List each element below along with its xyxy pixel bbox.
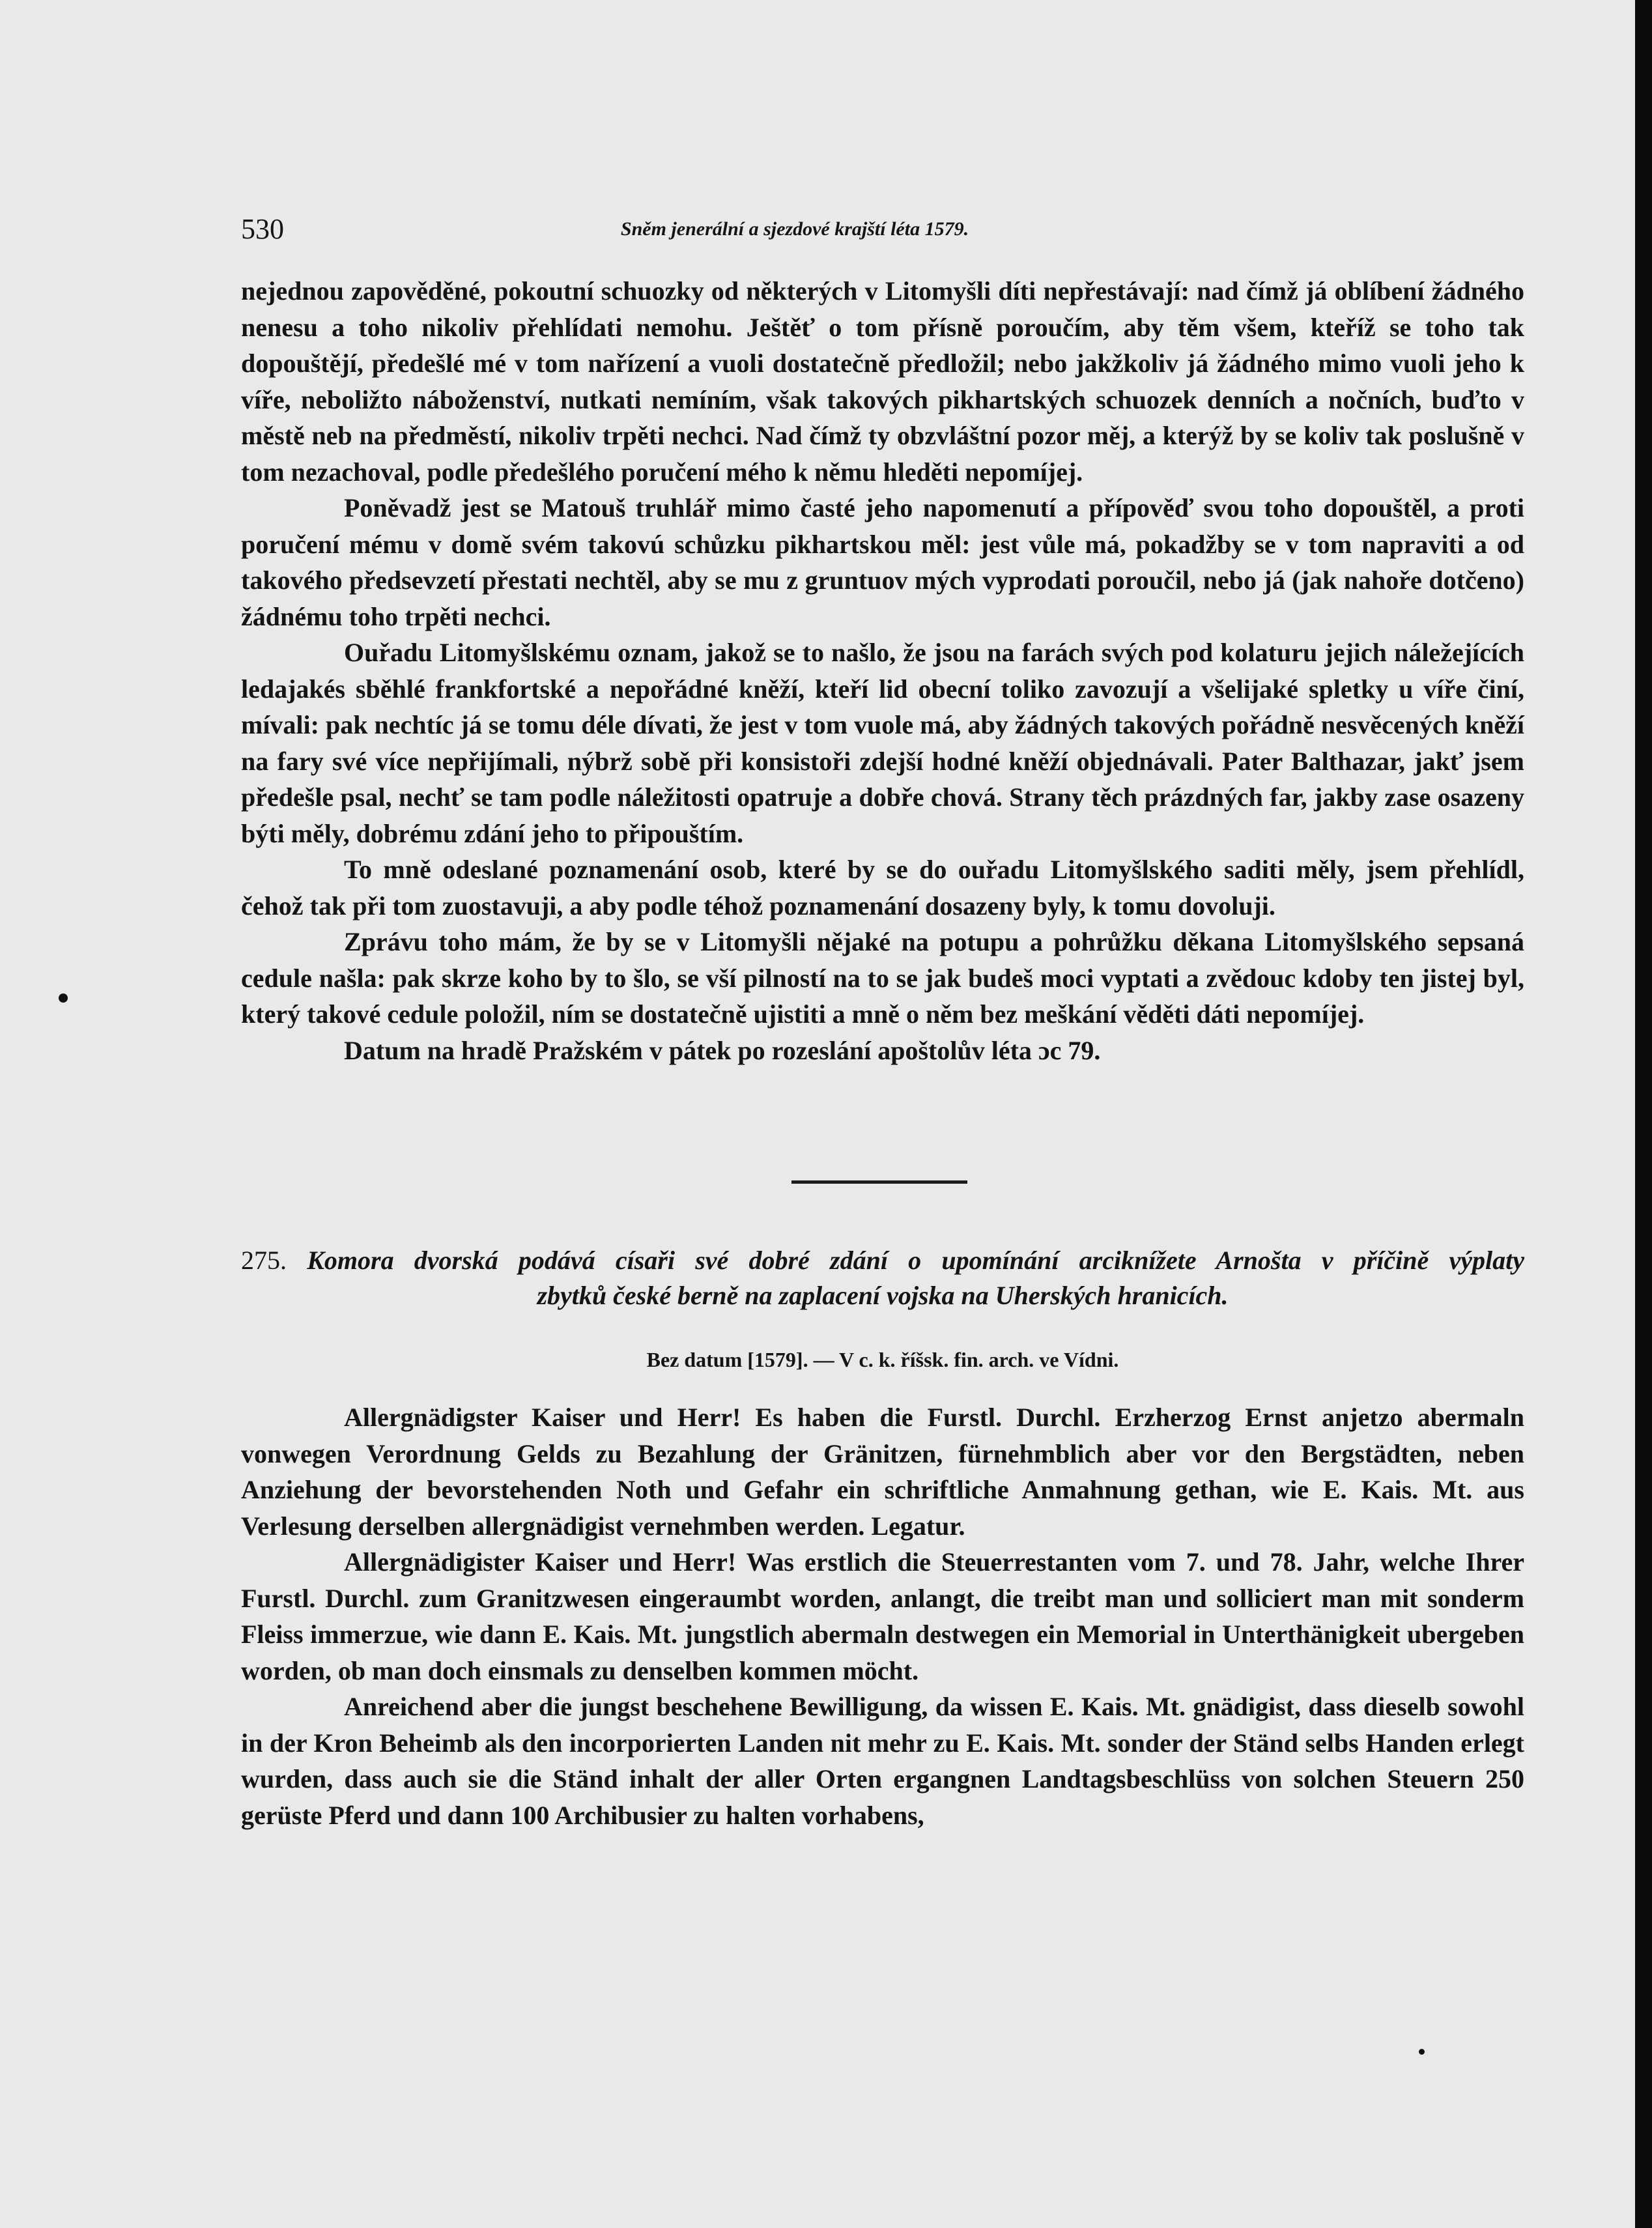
czech-letter-text: [241, 273, 1524, 1068]
dating-line: Datum na hradě Pražském v pátek po rozeslání apoštolův léta ɔc 79.: [344, 1035, 1101, 1065]
scan-edge: [1635, 0, 1652, 2228]
scan-speck: [59, 993, 68, 1003]
document-heading: [241, 1243, 1524, 1313]
paragraph: nejednou zapověděné, pokoutní schuozky od některých v Litomyšli díti nepřestávají: nad čímž já oblíbení žádného nenesu a toho nikoliv přehlídati nemohu. Ještěť o tom přísně poroučím, aby těm všem, kteříž se toho tak dopouštějí, předešlé mé v tom nařízení a vuoli dostatečně předložil; nebo jakžkoliv já žádného mimo vuoli jeho k víře, neboližto náboženství, nutkati nemíním, však takových pikhartských schuozek denních a nočních, buďto v městě neb na předměstí, nikoliv trpěti nechci. Nad čímž ty obzvláštní pozor měj, a kterýž by se koliv tak poslušně v tom nezachoval, podle předešlého poručení mého k němu hleděti nepomíjej.: [241, 276, 1524, 487]
document-title-line-1: [241, 1243, 1524, 1278]
running-title: Sněm jenerální a sjezdové krajští léta 1579.: [620, 218, 969, 240]
scan-speck: [1419, 2049, 1425, 2055]
section-divider: [791, 1180, 967, 1184]
paragraph: Allergnädigister Kaiser und Herr! Was erstlich die Steuerrestanten vom 7. und 78. Jahr, welche Ihrer Furstl. Durchl. zum Granitzwesen eingeraumbt worden, anlangt, die treibt man und solliciert man mit sonderm Fleiss immerzue, wie dann E. Kais. Mt. jungstlich abermaln destwegen ein Memorial in Unterthänigkeit ubergeben worden, ob man doch einsmals zu denselben kommen möcht.: [241, 1547, 1524, 1685]
archive-source: Bez datum [1579]. — V c. k. říšsk. fin. arch. ve Vídni.: [646, 1348, 1119, 1371]
document-number: 275.: [241, 1246, 287, 1275]
paragraph: Poněvadž jest se Matouš truhlář mimo časté jeho napomenutí a přípověď svou toho dopouštěl, a proti poručení mému v domě svém takovú schůzku pikhartskou měl: jest vůle má, pokadžby se v tom napraviti a od takového předsevzetí přestati nechtěl, aby se mu z gruntuov mých vyprodati poroučil, nebo já (jak nahoře dotčeno) žádnému toho trpěti nechci.: [241, 493, 1524, 631]
german-document-text: [241, 1399, 1524, 1833]
document-title-text: Komora dvorská podává císaři své dobré zdání o upomínání arciknížete Arnošta v příčině výplaty: [307, 1246, 1525, 1275]
running-header: [241, 210, 1524, 249]
paragraph: Anreichend aber die jungst beschehene Bewilligung, da wissen E. Kais. Mt. gnädigist, dass dieselb sowohl in der Kron Beheimb als den incorporierten Landen nit mehr zu E. Kais. Mt. sonder der Ständ selbs Handen erlegt wurden, dass auch sie die Ständ inhalt der aller Orten ergangnen Landtagsbeschlüss von solchen Steuern 250 gerüste Pferd und dann 100 Archibusier zu halten vorhabens,: [241, 1692, 1524, 1830]
paragraph: Zprávu toho mám, že by se v Litomyšli nějaké na potupu a pohrůžku děkana Litomyšlského sepsaná cedule našla: pak skrze koho by to šlo, se vší pilností na to se jak budeš moci vyptati a zvědouc kdoby ten jistej byl, který takové cedule položil, ním se dostatečně ujistiti a mně o něm bez meškání věděti dáti nepomíjej.: [241, 927, 1524, 1029]
paragraph: Allergnädigster Kaiser und Herr! Es haben die Furstl. Durchl. Erzherzog Ernst anjetzo abermaln vonwegen Verordnung Gelds zu Bezahlung der Gränitzen, fürnehmblich aber vor den Bergstädten, neben Anziehung der bevorstehenden Noth und Gefahr ein schriftliche Anmahnung gethan, wie E. Kais. Mt. aus Verlesung derselben allergnädigist vernehmben werden. Legatur.: [241, 1403, 1524, 1541]
paragraph: Ouřadu Litomyšlskému oznam, jakož se to našlo, že jsou na farách svých pod kolaturu jejich náležejících ledajakés sběhlé frankfortské a nepořádné kněží, kteří lid obecní toliko zavozují a všelijaké spletky u víře činí, mívali: pak nechtíc já se tomu déle dívati, že jest v tom vuole má, aby žádných takových pořádně nesvěcených kněží na fary své více nepřijímali, nýbrž sobě při konsistoři zdejší hodné kněží objednávali. Pater Balthazar, jakť jsem předešle psal, nechť se tam podle náležitosti opatruje a dobře chová. Strany těch prázdných far, jakby zase osazeny býti měly, dobrému zdání jeho to připouštím.: [241, 638, 1524, 848]
page-number: 530: [241, 213, 284, 245]
paragraph: To mně odeslané poznamenání osob, které by se do ouřadu Litomyšlského saditi měly, jsem přehlídl, čehož tak při tom zuostavuji, a aby podle téhož poznamenání dosazeny byly, k tomu dovoluji.: [241, 855, 1524, 921]
document-title-line-2: zbytků české berně na zaplacení vojska na Uherských hranicích.: [537, 1281, 1229, 1310]
